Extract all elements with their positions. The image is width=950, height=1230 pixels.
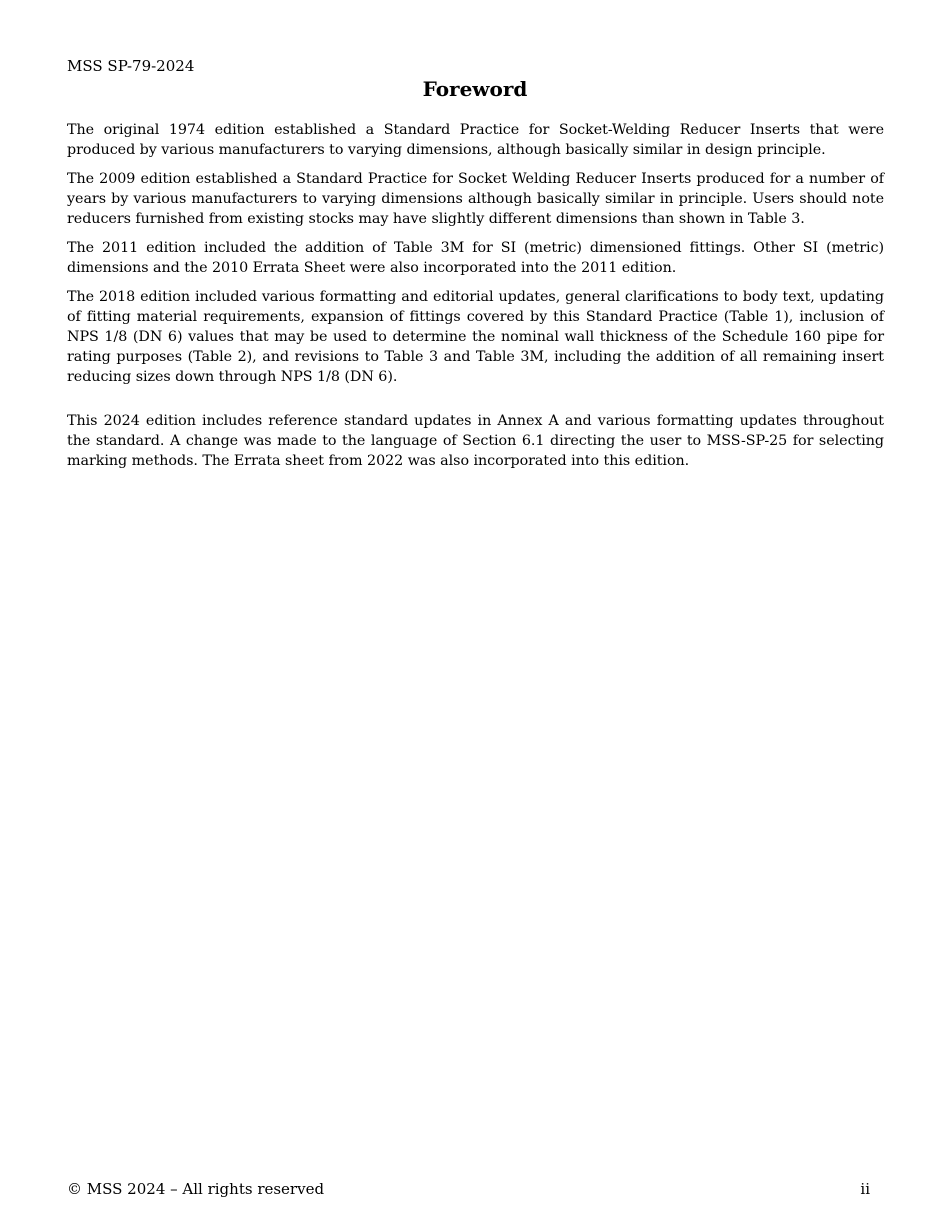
page-number: ii bbox=[860, 1180, 870, 1198]
paragraph-1974-edition: The original 1974 edition established a Standard Practice for Socket-Welding Reducer Inserts that were produced by various manufacturers to varying dimensions, although basically similar in design principle. bbox=[67, 122, 884, 158]
page-title: Foreword bbox=[422, 77, 528, 101]
document-id: MSS SP-79-2024 bbox=[67, 57, 195, 75]
footer-copyright: © MSS 2024 – All rights reserved bbox=[67, 1180, 325, 1198]
paragraph-2011-edition: The 2011 edition included the addition of Table 3M for SI (metric) dimensioned fittings. Other SI (metric) dimensions and the 2010 Errata Sheet were also incorporated into the 2011 edition. bbox=[67, 240, 884, 276]
paragraph-2009-edition: The 2009 edition established a Standard Practice for Socket Welding Reducer Inserts produced for a number of years by various manufacturers to varying dimensions although basically similar in principle. Users should note reducers furnished from existing stocks may have slightly different dimensions than shown in Table 3. bbox=[67, 171, 884, 227]
paragraph-2018-edition: The 2018 edition included various formatting and editorial updates, general clarifications to body text, updating of fitting material requirements, expansion of fittings covered by this Standard Practice (Table 1), inclusion of NPS 1/8 (DN 6) values that may be used to determine the nominal wall thickness of the Schedule 160 pipe for rating purposes (Table 2), and revisions to Table 3 and Table 3M, including the addition of all remaining insert reducing sizes down through NPS 1/8 (DN 6). bbox=[67, 289, 884, 385]
foreword-body bbox=[67, 120, 884, 480]
paragraph-2024-edition: This 2024 edition includes reference standard updates in Annex A and various formatting updates throughout the standard. A change was made to the language of Section 6.1 directing the user to MSS-SP-25 for selecting marking methods. The Errata sheet from 2022 was also incorporated into this edition. bbox=[67, 413, 884, 469]
